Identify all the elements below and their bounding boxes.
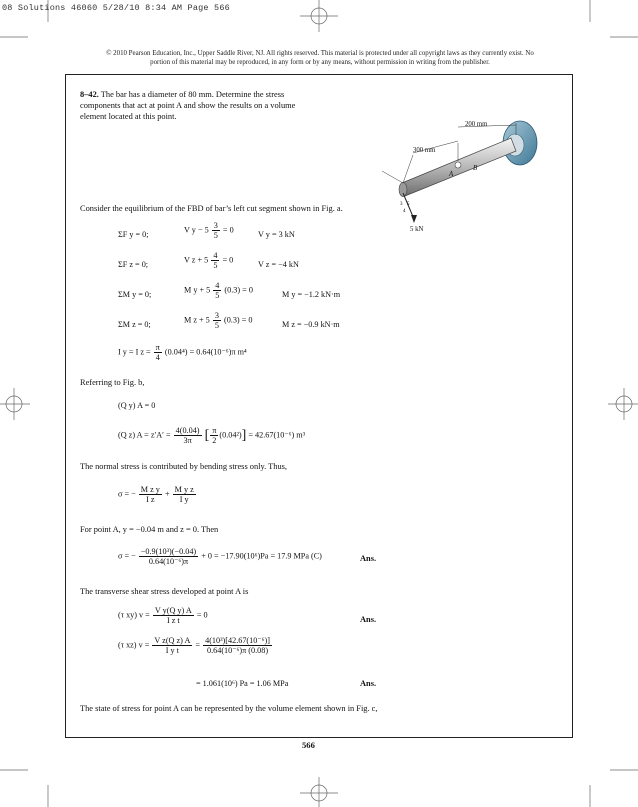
eq3-den: 5 [215, 291, 220, 300]
txy-pre: (τ xy) v = [118, 610, 150, 620]
eq4-mid [184, 311, 252, 330]
eq3-result: M y = −1.2 kN·m [282, 290, 341, 299]
eq4-result: M z = −0.9 kN·m [282, 320, 340, 329]
eq4-pre: M z + 5 [184, 315, 210, 325]
sigma-formula [118, 485, 197, 504]
txz-eq [118, 636, 273, 655]
problem-number: 8–42. [80, 90, 99, 99]
eq1-pre: V y − 5 [184, 225, 209, 235]
sigma-ans: Ans. [360, 554, 377, 563]
problem-text: The bar has a diameter of 80 mm. Determine the stress components that act at point A and show the results on a volume element located at this point. [80, 90, 296, 121]
qz-num: 4(0.04) [175, 426, 200, 435]
problem-statement [80, 89, 320, 122]
point-a-label: A [449, 171, 454, 178]
eq2-den: 5 [213, 261, 218, 270]
eq4-lhs: ΣM z = 0; [118, 320, 151, 329]
qz-post: = 42.67(10⁻⁶) m³ [248, 430, 306, 440]
inertia-eq [118, 343, 247, 362]
eq3-pre: M y + 5 [184, 285, 211, 295]
txz-value: = 1.061(10⁶) Pa = 1.06 MPa [196, 679, 289, 688]
shear-text: The transverse shear stress developed at point A is [80, 587, 249, 596]
eq1-num: 3 [213, 221, 218, 230]
point-a-text: For point A, y = −0.04 m and z = 0. Then [80, 525, 219, 534]
txz-pre: (τ xz) v = [118, 640, 150, 650]
qy-eq: (Q y) A = 0 [118, 401, 156, 410]
txz-num: V z(Q z) A [154, 636, 191, 645]
sigma-val-den: 0.64(10⁻⁶)π [148, 557, 189, 566]
sigma-n1: M z y [140, 485, 160, 494]
eq1-lhs: ΣF y = 0; [118, 230, 149, 239]
slug-line: 08 Solutions 46060 5/28/10 8:34 AM Page 566 [2, 3, 230, 13]
qz-den: 3π [183, 436, 192, 445]
eq4-post: (0.3) = 0 [223, 315, 253, 325]
intro-text: Consider the equilibrium of the FBD of bar’s left cut segment shown in Fig. a. [80, 204, 343, 213]
sigma-value [118, 547, 322, 566]
eq3-post: (0.3) = 0 [224, 285, 253, 295]
inertia-num: π [155, 343, 160, 352]
qz-eq: (Q z) A = z′A′ = $\frac{4(0.04)}{3\pi}$ [ $\frac{\pi}{2}$ (0.04²)] = 42.67(10⁻⁶) m³ [118, 426, 306, 445]
ratio-label-3: 3 [400, 202, 403, 207]
point-b-label: B [473, 165, 478, 172]
refer-text: Referring to Fig. b, [80, 378, 145, 387]
txz-num2: 4(10³)[42.67(10⁻⁶)] [205, 636, 270, 645]
txy-post: = 0 [196, 610, 208, 620]
ratio-label-5: 5 [407, 202, 410, 207]
eq3-lhs: ΣM y = 0; [118, 290, 152, 299]
eq3-num: 4 [215, 281, 220, 290]
eq4-num: 3 [214, 311, 219, 320]
eq2-lhs: ΣF z = 0; [118, 260, 149, 269]
sigma-d2: I y [179, 495, 189, 504]
sigma-val-post: + 0 = −17.90(10⁶)Pa = 17.9 MPa (C) [201, 551, 322, 561]
txz-eq-sign: = [195, 640, 201, 650]
sigma-n2: M y z [174, 485, 194, 494]
inertia-pre: I y = I z = [118, 347, 151, 357]
txy-num: V y(Q y) A [154, 606, 192, 615]
eq1-den: 5 [213, 231, 218, 240]
sigma-val-num: −0.9(10³)(−0.04) [140, 547, 197, 556]
dim-300mm: 300 mm [413, 147, 436, 154]
ratio-label-4: 4 [403, 209, 406, 214]
qz-br-den: 2 [212, 436, 217, 445]
qz-pre: (Q z) A = z′A′ = [118, 430, 171, 440]
inertia-den: 4 [155, 353, 160, 362]
sigma-plus: + [164, 489, 170, 499]
force-label: 5 kN [410, 226, 424, 233]
eq4-den: 5 [214, 321, 219, 330]
txy-ans: Ans. [360, 615, 377, 624]
sigma-val-pre: σ = − [118, 551, 136, 561]
eq3-mid [184, 281, 253, 300]
eq2-post: = 0 [222, 255, 234, 265]
sigma-d1: I z [146, 495, 155, 504]
copyright-notice: © 2010 Pearson Education, Inc., Upper Saddle River, NJ. All rights reserved. This material is protected under all copyright laws as they currently exist. No portion of this material may be reproduced, in any form or by any means, without permission in writing from the publisher. [106, 50, 534, 66]
eq2-mid [184, 251, 233, 270]
txy-eq [118, 606, 208, 625]
eq1-post: = 0 [222, 225, 234, 235]
bar-figure [370, 95, 550, 250]
txz-den2: 0.64(10⁻⁶)π (0.08) [206, 646, 269, 655]
txy-den: I z t [166, 616, 180, 625]
final-text: The state of stress for point A can be represented by the volume element shown in Fig. c, [80, 704, 378, 713]
eq2-result: V z = −4 kN [258, 260, 299, 269]
eq2-pre: V z + 5 [184, 255, 209, 265]
sigma-pre: σ = − [118, 489, 136, 499]
qz-br-num: π [212, 426, 217, 435]
qz-br-post: (0.04²) [219, 430, 242, 440]
normal-stress-text: The normal stress is contributed by bending stress only. Thus, [80, 462, 288, 471]
txz-ans: Ans. [360, 679, 377, 688]
eq1-result: V y = 3 kN [258, 230, 295, 239]
dim-200mm: 200 mm [465, 121, 488, 128]
eq1-mid [184, 221, 234, 240]
page-number: 566 [302, 740, 315, 750]
inertia-post: (0.04⁴) = 0.64(10⁻⁶)π m⁴ [164, 347, 247, 357]
bar-drawing [370, 95, 550, 245]
eq2-num: 4 [213, 251, 218, 260]
txz-den: I y t [165, 646, 179, 655]
